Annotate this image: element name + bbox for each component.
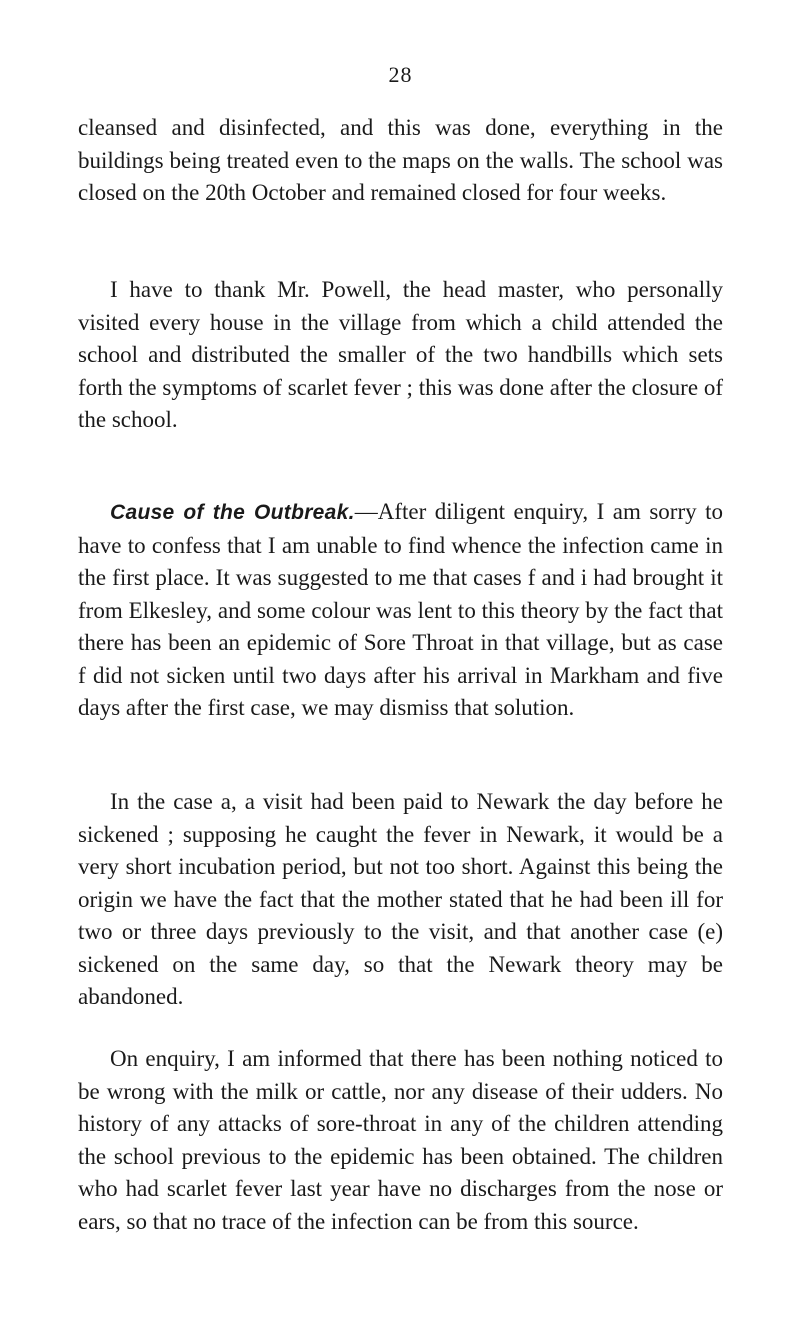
paragraph-milk-enquiry: On enquiry, I am informed that there has been nothing noticed to be wrong with the milk or cattle, nor any disease of their udders. No history of any attacks of sore-throat in any of the children attending the school previous to the epidemic has been obtained. The children who had scarlet fever last year have no discharges from the nose or ears, so that no trace of the infection can be from this source. (78, 1046, 723, 1234)
paragraph-disinfection: cleansed and disinfected, and this was done, everything in the buildings being treated even to the maps on the walls. The school was closed on the 20th October and remained closed for four weeks. (78, 115, 723, 205)
document-page (78, 0, 723, 1324)
paragraph-newark-theory: In the case a, a visit had been paid to Newark the day before he sickened ; supposing he caught the fever in Newark, it would be a very short incubation period, but not too short. Against this being the origin we have the fact that the mother stated that he had been ill for two or three days previously to the visit, and that another case (e) sickened on the same day, so that the Newark theory may be abandoned. (78, 789, 723, 1009)
paragraph-cause-of-outbreak (78, 496, 723, 725)
section-heading: Cause of the Outbreak. (110, 501, 355, 524)
paragraph-thanks: I have to thank Mr. Powell, the head master, who personally visited every house in the village from which a child attended the school and distributed the smaller of the two handbills which sets forth the symptoms of scarlet fever ; this was done after the closure of the school. (78, 277, 723, 432)
page-number: 28 (388, 62, 413, 87)
paragraph-text: —After diligent enquiry, I am sorry to have to confess that I am unable to find whence the infection came in the first place. It was suggested to me that cases f and i had brought it from Elkesley, and some colour was lent to this theory by the fact that there has been an epidemic of Sore Throat in that village, but as case f did not sicken until two days after his arrival in Markham and five days after the first case, we may dismiss that solution. (78, 499, 723, 720)
